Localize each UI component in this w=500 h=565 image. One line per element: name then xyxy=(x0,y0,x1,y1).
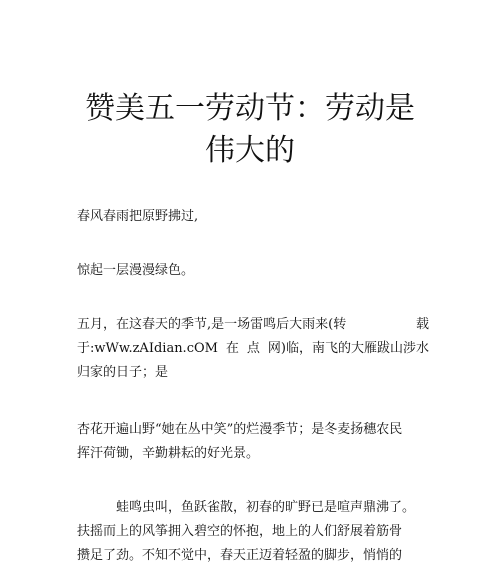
paragraph-5 xyxy=(77,496,429,565)
paragraph-1-line: 春风春雨把原野拂过, xyxy=(77,209,199,224)
paragraph-4 xyxy=(77,418,429,466)
paragraph-4-line-2: 挥汗荷锄，辛勤耕耘的好光景。 xyxy=(77,446,260,461)
title-line-2: 伟大的 xyxy=(205,133,295,168)
paragraph-5-line-3: 攒足了劲。不知不觉中，春天正迈着轻盈的脚步，悄悄的 xyxy=(77,548,403,563)
paragraph-3-line-1 xyxy=(77,313,429,337)
paragraph-2-line: 惊起一层漫漫绿色。 xyxy=(77,263,195,278)
paragraph-2 xyxy=(77,259,429,283)
paragraph-5-line-2: 扶摇而上的风筝拥入碧空的怀抱，地上的人们舒展着筋骨 xyxy=(77,524,403,539)
title-line-1: 赞美五一劳动节：劳动是 xyxy=(85,91,415,126)
paragraph-3-line-2-part-a: 于:wWw.zAIdian.cOM xyxy=(77,341,218,356)
paragraph-3-line-1-right: 载 xyxy=(415,317,429,332)
paragraph-3-line-2-part-c: 点 xyxy=(246,341,260,356)
paragraph-5-line-1: 蛙鸣虫叫，鱼跃雀散，初春的旷野已是喧声鼎沸了。 xyxy=(116,500,416,515)
document-title xyxy=(60,88,440,172)
paragraph-4-line-1: 杏花开遍山野“她在丛中笑”的烂漫季节；是冬麦扬穗农民 xyxy=(77,422,403,437)
paragraph-3 xyxy=(77,313,429,385)
paragraph-3-line-3: 归家的日子；是 xyxy=(77,365,169,380)
paragraph-3-line-2-part-d: 网)临，南飞的大雁跋山涉水 xyxy=(267,341,429,356)
paragraph-3-line-1-left: 五月，在这春天的季节,是一场雷鸣后大雨来(转 xyxy=(77,317,347,332)
paragraph-1 xyxy=(77,205,429,229)
paragraph-3-line-2-part-b: 在 xyxy=(225,341,239,356)
paragraph-3-line-2 xyxy=(77,337,429,361)
